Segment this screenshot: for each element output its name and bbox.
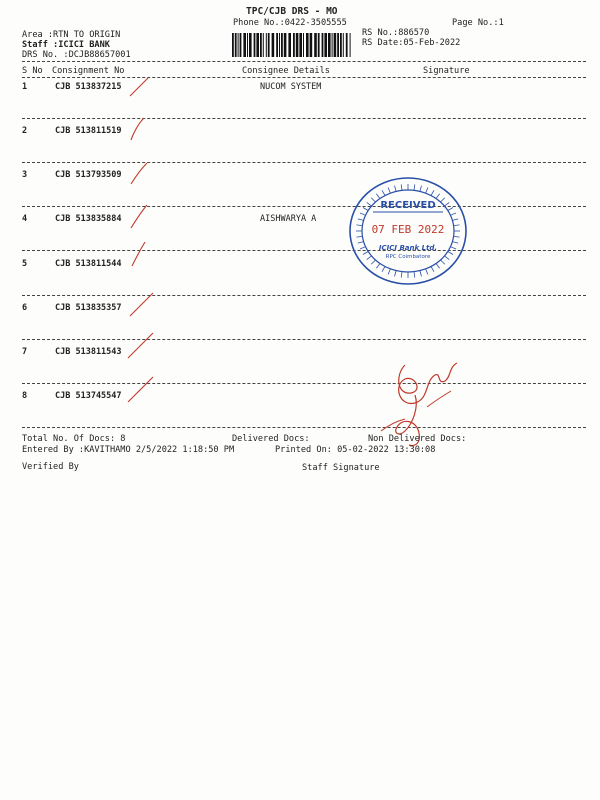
drs-number: DRS No. :DCJB88657001 <box>22 50 131 60</box>
tick-mark-row-1 <box>128 76 150 100</box>
entered-by: Entered By :KAVITHAMO 2/5/2022 1:18:50 PM <box>22 445 235 455</box>
row-consignment: CJB 513837215 <box>55 82 122 92</box>
column-header-consignment: Consignment No <box>52 66 125 76</box>
column-header-sno: S No <box>22 66 43 76</box>
stamp-branch-text: RPC Coimbatore <box>385 254 431 260</box>
row-sno: 8 <box>22 391 28 401</box>
tick-mark-row-7 <box>126 330 156 362</box>
row-divider <box>22 162 586 163</box>
row-consignee: NUCOM SYSTEM <box>260 82 322 92</box>
row-sno: 2 <box>22 126 28 136</box>
row-divider <box>22 118 586 119</box>
document-title: TPC/CJB DRS - MO <box>246 6 338 17</box>
non-delivered-docs: Non Delivered Docs: <box>368 434 467 444</box>
tick-mark-row-2 <box>128 116 150 144</box>
row-sno: 3 <box>22 170 28 180</box>
header-divider <box>22 61 586 62</box>
row-consignee: AISHWARYA A <box>260 214 317 224</box>
column-header-signature: Signature <box>423 66 470 76</box>
stamp-bank-text: ICICI Bank Ltd. <box>378 244 438 252</box>
row-sno: 6 <box>22 303 28 313</box>
tick-mark-row-8 <box>126 374 156 406</box>
row-consignment: CJB 513745547 <box>55 391 122 401</box>
delivered-docs: Delivered Docs: <box>232 434 310 444</box>
stamp-received-text: RECEIVED <box>380 200 436 211</box>
row-consignment: CJB 513835884 <box>55 214 122 224</box>
column-header-divider <box>22 77 586 78</box>
received-stamp-icon <box>345 172 471 290</box>
tick-mark-row-6 <box>128 290 156 320</box>
rs-number: RS No.:886570 <box>362 28 430 38</box>
row-divider <box>22 383 586 384</box>
total-docs: Total No. Of Docs: 8 <box>22 434 126 444</box>
page-number: Page No.:1 <box>452 18 504 28</box>
row-sno: 4 <box>22 214 28 224</box>
row-divider <box>22 295 586 296</box>
barcode-image <box>230 32 352 58</box>
printed-on: Printed On: 05-02-2022 13:30:08 <box>275 445 436 455</box>
row-consignment: CJB 513793509 <box>55 170 122 180</box>
tick-mark-row-3 <box>128 160 150 188</box>
row-consignment: CJB 513811543 <box>55 347 122 357</box>
row-consignment: CJB 513811544 <box>55 259 122 269</box>
staff-signature-label: Staff Signature <box>302 463 380 473</box>
column-header-consignee: Consignee Details <box>242 66 330 76</box>
tick-mark-row-4 <box>128 202 150 232</box>
stamp-date-text: 07 FEB 2022 <box>371 223 445 236</box>
row-sno: 5 <box>22 259 28 269</box>
row-divider <box>22 250 586 251</box>
tick-mark-row-5 <box>128 238 150 270</box>
row-consignment: CJB 513835357 <box>55 303 122 313</box>
verified-by-label: Verified By <box>22 462 79 472</box>
row-divider <box>22 206 586 207</box>
row-sno: 7 <box>22 347 28 357</box>
table-bottom-divider <box>22 427 586 428</box>
row-sno: 1 <box>22 82 28 92</box>
staff-label: Staff :ICICI BANK <box>22 40 110 50</box>
row-consignment: CJB 513811519 <box>55 126 122 136</box>
row-divider <box>22 339 586 340</box>
rs-date: RS Date:05-Feb-2022 <box>362 38 461 48</box>
area-label: Area :RTN TO ORIGIN <box>22 30 121 40</box>
phone-number: Phone No.:0422-3505555 <box>233 18 347 28</box>
